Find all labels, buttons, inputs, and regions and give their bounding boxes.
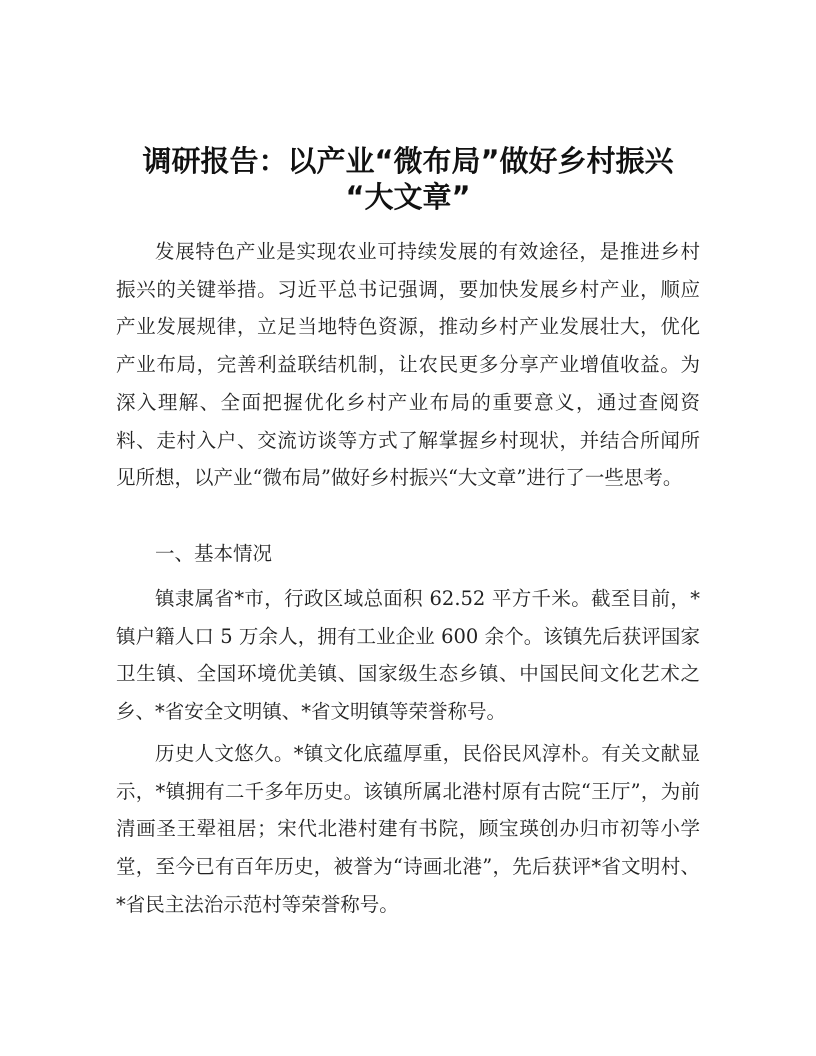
paragraph-history: 历史人文悠久。*镇文化底蕴厚重，民俗民风淳朴。有关文献显示，*镇拥有二千多年历史。该镇所属北港村原有古院“王厅”，为前清画圣王翚祖居；宋代北港村建有书院，顾宝瑛创办归市初等小学堂，至今已有百年历史，被誉为“诗画北港”，先后获评*省文明村、*省民主法治示范村等荣誉称号。 bbox=[116, 742, 700, 916]
paragraph-intro: 发展特色产业是实现农业可持续发展的有效途径，是推进乡村振兴的关键举措。习近平总书记强调，要加快发展乡村产业，顺应产业发展规律，立足当地特色资源，推动乡村产业发展壮大，优化产业布局，完善利益联结机制，让农民更多分享产业增值收益。为深入理解、全面把握优化乡村产业布局的重要意义，通过查阅资料、走村入户、交流访谈等方式了解掌握乡村现状，并结合所闻所见所想，以产业“微布局”做好乡村振兴“大文章”进行了一些思考。 bbox=[116, 240, 700, 490]
section-heading: 一、基本情况 bbox=[155, 542, 273, 565]
document-title-continuation: “大文章” bbox=[345, 180, 471, 214]
paragraph-overview: 镇隶属省*市，行政区域总面积 62.52 平方千米。截至目前，*镇户籍人口 5 万余人，拥有工业企业 600 余个。该镇先后获评国家卫生镇、全国环境优美镇、国家级生态乡镇、中国民间文化艺术之乡、*省安全文明镇、*省文明镇等荣誉称号。 bbox=[116, 587, 700, 724]
document-title: 调研报告：以产业“微布局”做好乡村振兴 bbox=[142, 144, 674, 178]
